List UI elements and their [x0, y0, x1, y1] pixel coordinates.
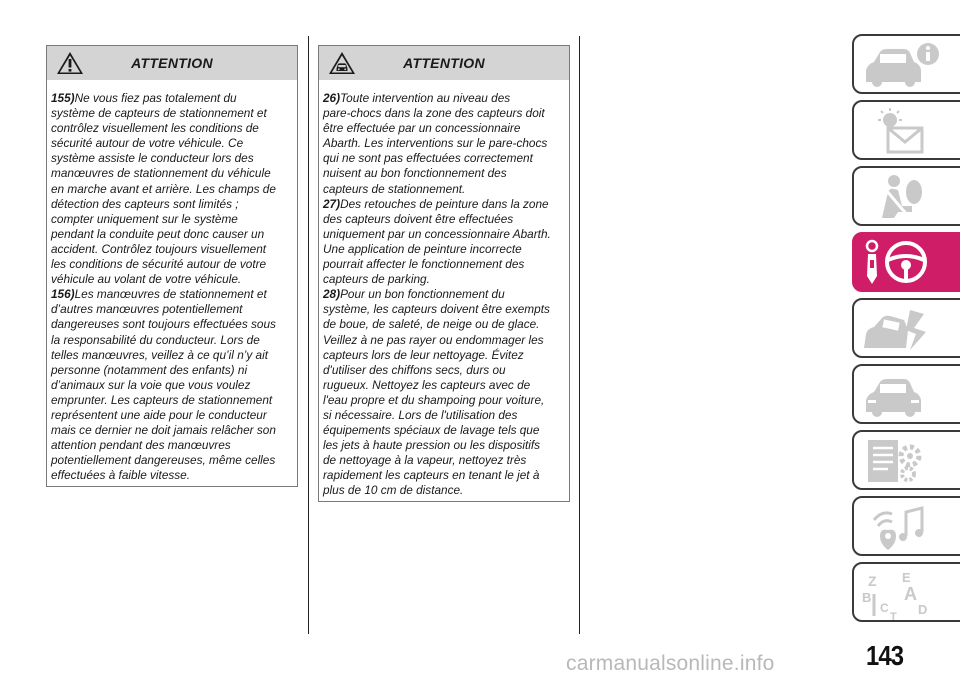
alphabetical-index-icon: [860, 568, 940, 620]
line: les conditions de sécurité autour de votre: [51, 257, 267, 272]
line: d'utiliser des chiffons secs, durs ou: [323, 362, 506, 377]
svg-text:B: B: [862, 590, 872, 605]
svg-text:Z: Z: [868, 573, 877, 589]
warning-paragraph-26: [323, 91, 565, 197]
line: pendant la conduite peut donc causer un: [51, 226, 265, 241]
line: Pour un bon fonctionnement du: [340, 287, 505, 302]
line: potentiellement dangereuses, même celles: [51, 453, 276, 468]
line: contrôlez visuellement les conditions de: [51, 121, 259, 136]
warning-number: 155): [51, 91, 75, 105]
seat-airbag-icon: [860, 172, 940, 224]
column-divider-left: [308, 36, 309, 634]
line: qui ne sont pas effectuées correctement: [323, 151, 533, 166]
car-info-icon: [860, 40, 940, 92]
warning-number: 26): [323, 91, 341, 105]
line: en marche avant et arrière. Les champs de: [51, 181, 276, 196]
line: Veillez à ne pas rayer ou endommager les: [323, 332, 544, 347]
line: des capteurs doivent être effectuées: [323, 211, 514, 226]
line: dangereuses sont toujours effectuées sous: [51, 317, 276, 332]
key-steering-wheel-icon: [860, 238, 940, 290]
line: manœuvres de stationnement du véhicule: [51, 166, 271, 181]
svg-text:C: C: [880, 601, 889, 615]
line: rugueux. Nettoyez les capteurs avec de: [323, 377, 531, 392]
attention-title: ATTENTION: [403, 55, 485, 71]
svg-text:A: A: [904, 584, 917, 604]
attention-body: [47, 80, 297, 491]
line: si nécessaire. Lors de l'utilisation des: [323, 407, 518, 422]
attention-header: [47, 46, 297, 80]
tab-emergency[interactable]: [852, 298, 960, 358]
line: Une application de peinture incorrecte: [323, 241, 522, 256]
line: détection des capteurs sont limités ;: [51, 196, 239, 211]
line: capteurs de stationnement.: [323, 181, 466, 196]
line: capteurs de parking.: [323, 272, 430, 287]
line: rapidement les capteurs en tenant le jet à: [323, 468, 540, 483]
line: équipements spéciaux de lavage tels que: [323, 423, 540, 438]
tab-starting-driving[interactable]: [852, 232, 960, 292]
line: mais ce dernier ne doit jamais relâcher son: [51, 423, 276, 438]
watermark: carmanualsonline.info: [566, 652, 775, 675]
line: système, les capteurs doivent être exempts: [323, 302, 550, 317]
svg-text:E: E: [902, 570, 911, 585]
tab-multimedia[interactable]: [852, 496, 960, 556]
line: compter uniquement sur le système: [51, 211, 238, 226]
tab-technical-data[interactable]: [852, 430, 960, 490]
warning-paragraph-156: [51, 287, 293, 483]
line: d’autres manœuvres potentiellement: [51, 302, 243, 317]
warning-lights-message-icon: [860, 106, 940, 158]
line: personne (notamment des enfants) ni: [51, 362, 248, 377]
tab-car-info[interactable]: [852, 34, 960, 94]
line: effectuées à faible vitesse.: [51, 468, 191, 483]
line: uniquement par un concessionnaire Abarth.: [323, 226, 551, 241]
warning-number: 28): [323, 287, 341, 302]
line: les jets à haute pression ou les dispositifs: [323, 438, 541, 453]
line: système assiste le conducteur lors des: [51, 151, 254, 166]
line: Ne vous fiez pas totalement du: [74, 91, 237, 105]
specifications-gear-icon: [860, 436, 940, 488]
car-maintenance-icon: [860, 370, 940, 422]
tab-warning-lights[interactable]: [852, 100, 960, 160]
warning-paragraph-27: [323, 197, 565, 288]
line: représentent une aide pour le conducteur: [51, 407, 267, 422]
line: nuisent au bon fonctionnement des: [323, 166, 507, 181]
line: d’animaux sur la voie que vous voulez: [51, 377, 251, 392]
line: plus de 10 cm de distance.: [323, 483, 464, 498]
multimedia-icon: [860, 502, 940, 554]
warning-paragraph-155: [51, 91, 293, 287]
tab-safety[interactable]: [852, 166, 960, 226]
line: l'eau propre et du shampoing pour voiture,: [323, 392, 545, 407]
column-divider-right: [579, 36, 580, 634]
warning-number: 27): [323, 196, 341, 211]
line: Des retouches de peinture dans la zone: [340, 196, 549, 211]
svg-text:D: D: [918, 602, 928, 617]
line: sécurité autour de votre véhicule. Ce: [51, 136, 244, 151]
attention-box-1: [46, 45, 298, 487]
line: accident. Contrôlez toujours visuellement: [51, 241, 267, 256]
line: attention pendant des manœuvres: [51, 438, 231, 453]
car-accident-icon: [860, 304, 940, 356]
line: capteurs lors de leur nettoyage. Évitez: [323, 347, 524, 362]
line: de boue, de saleté, de neige ou de glace.: [323, 317, 540, 332]
line: pourrait affecter le fonctionnement des: [323, 257, 525, 272]
line: emprunter. Les capteurs de stationnement: [51, 392, 273, 407]
line: la responsabilité du conducteur. Lors de: [51, 332, 260, 347]
attention-title: ATTENTION: [131, 55, 213, 71]
line: Toute intervention au niveau des: [340, 91, 511, 105]
tab-index[interactable]: [852, 562, 960, 622]
attention-box-2: [318, 45, 570, 502]
warning-number: 156): [51, 287, 75, 302]
attention-header: [319, 46, 569, 80]
line: système de capteurs de stationnement et: [51, 106, 267, 121]
line: de nettoyage à la vapeur, nettoyez très: [323, 453, 527, 468]
page-number: 143: [866, 640, 904, 671]
line: véhicule au volant de votre véhicule.: [51, 272, 242, 287]
line: pare-chocs dans la zone des capteurs doit: [323, 106, 545, 121]
attention-body: [319, 80, 569, 507]
svg-text:T: T: [890, 611, 897, 620]
line: être effectuée par un concessionnaire: [323, 121, 521, 136]
warning-paragraph-28: [323, 287, 565, 498]
line: telles manœuvres, veillez à ce qu’il n’y ait: [51, 347, 269, 362]
tab-servicing[interactable]: [852, 364, 960, 424]
line: Abarth. Les interventions sur le pare-chocs: [323, 136, 548, 151]
line: Les manœuvres de stationnement et: [74, 287, 267, 302]
